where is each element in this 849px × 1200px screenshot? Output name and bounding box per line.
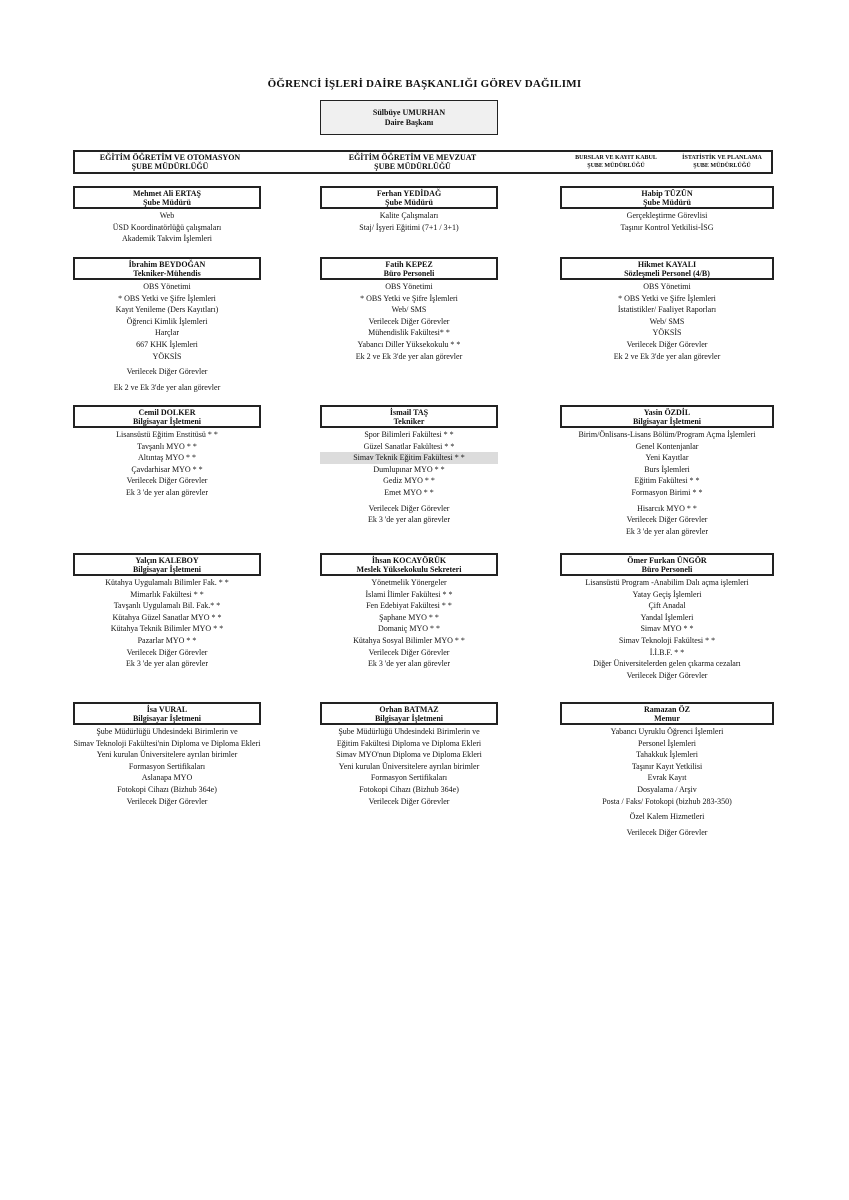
duty-item: Verilecek Diğer Görevler: [368, 316, 450, 326]
duty-item: Formasyon Birimi * *: [631, 487, 703, 497]
staff-name: Cemil DOLKER: [138, 407, 196, 417]
duty-item: Yatay Geçiş İşlemleri: [632, 589, 702, 599]
staff-box: [73, 186, 261, 209]
duty-item: Spor Bilimleri Fakültesi * *: [364, 430, 454, 439]
duty-item: Taşınır Kayıt Yetkilisi: [631, 761, 703, 771]
duty-item: Verilecek Diğer Görevler: [368, 647, 450, 657]
staff-role: Tekniker: [393, 416, 425, 426]
duty-list: [320, 281, 498, 362]
duty-item: Dumlupınar MYO * *: [373, 464, 445, 474]
duty-item: Kütahya Uygulamalı Bilimler Fak. * *: [105, 578, 229, 587]
duty-item: * OBS Yetki ve Şifre İşlemleri: [118, 293, 216, 303]
duty-item: Lisansüstü Program -Anabilim Dalı açma işlemleri: [585, 578, 749, 587]
duty-item: Formasyon Sertifikaları: [370, 773, 448, 783]
department-line-2: ŞUBE MÜDÜRLÜĞÜ: [374, 162, 451, 171]
department-education-automation: [75, 152, 265, 172]
duty-item: Fen Edebiyat Fakültesi * *: [366, 601, 452, 611]
staff-name: İsmail TAŞ: [389, 407, 429, 417]
department-statistics-planning: [671, 152, 773, 172]
duty-item: Emet MYO * *: [384, 487, 434, 497]
duty-item: Yönetmelik Yönergeler: [371, 578, 447, 587]
duty-item: Kütahya Güzel Sanatlar MYO * *: [112, 612, 222, 622]
duty-item: Verilecek Diğer Görevler: [126, 476, 208, 486]
duty-item: İ.İ.B.F. * *: [649, 647, 685, 657]
duty-item: ÜSD Koordinatörlüğü çalışmaları: [112, 222, 222, 232]
staff-box: [73, 553, 261, 576]
duty-item: Taşınır Kontrol Yetkilisi-İSG: [620, 222, 714, 232]
duty-item: Genel Kontenjanlar: [635, 441, 699, 451]
staff-name: Mehmet Ali ERTAŞ: [132, 188, 201, 198]
department-line-1: EĞİTİM ÖĞRETİM VE OTOMASYON: [99, 153, 241, 162]
staff-box: [320, 553, 498, 576]
duty-list: [320, 577, 498, 670]
duty-list: [320, 210, 498, 233]
duty-item: Şube Müdürlüğü Uhdesindeki Birimlerin ve: [96, 727, 238, 736]
duty-item: Fotokopi Cihazı (Bizhub 364e): [117, 784, 217, 794]
duty-item: Verilecek Diğer Görevler: [626, 670, 708, 680]
duty-item: Özel Kalem Hizmetleri: [629, 812, 705, 822]
duty-item: Evrak Kayıt: [647, 773, 687, 783]
staff-role: Şube Müdürü: [643, 197, 691, 207]
staff-name: Yasin ÖZDİL: [643, 407, 691, 417]
head-role: Daire Başkanı: [384, 117, 434, 127]
duty-item: Kütahya Sosyal Bilimler MYO * *: [353, 635, 465, 645]
duty-item: İslami İlimler Fakültesi * *: [365, 589, 453, 599]
staff-box: [320, 702, 498, 725]
staff-role: Sözleşmeli Personel (4/B): [624, 268, 710, 278]
duty-item: Simav MYO * *: [640, 624, 694, 634]
department-line-2: ŞUBE MÜDÜRLÜĞÜ: [131, 162, 209, 171]
duty-item: Tavşanlı MYO * *: [137, 441, 197, 451]
staff-box: [560, 405, 774, 428]
duty-item: Tavşanlı Uygulamalı Bil. Fak.* *: [113, 601, 221, 611]
staff-box: [560, 553, 774, 576]
duty-list: [560, 726, 774, 838]
duty-item: OBS Yönetimi: [385, 282, 433, 291]
staff-name: Yalçın KALEBOY: [135, 555, 199, 565]
duty-item: Formasyon Sertifikaları: [128, 761, 206, 771]
staff-name: Fatih KEPEZ: [385, 259, 433, 269]
staff-box: [560, 702, 774, 725]
duty-item: Şaphane MYO * *: [379, 612, 439, 622]
duty-item: Ek 2 ve Ek 3'de yer alan görevler: [355, 351, 463, 361]
duty-item: Gerçekleştirme Görevlisi: [626, 211, 708, 220]
duty-item: Web: [159, 211, 175, 220]
head-name: Sülbüye UMURHAN: [372, 107, 446, 117]
duty-item: Personel İşlemleri: [638, 738, 696, 748]
duty-item: Verilecek Diğer Görevler: [126, 796, 208, 806]
duty-item: Verilecek Diğer Görevler: [126, 367, 208, 377]
duty-list: [73, 210, 261, 245]
duty-item: Kalite Çalışmaları: [379, 211, 439, 220]
duty-item: Ek 2 ve Ek 3'de yer alan görevler: [113, 382, 221, 392]
duty-item: Simav Teknoloji Fakültesi * *: [618, 635, 716, 645]
duty-item: Staj/ İşyeri Eğitimi (7+1 / 3+1): [359, 222, 459, 232]
duty-item: Verilecek Diğer Görevler: [626, 339, 708, 349]
duty-list: [73, 281, 261, 393]
staff-role: Tekniker-Mühendis: [133, 268, 201, 278]
duty-item: Ek 3 'de yer alan görevler: [367, 659, 451, 669]
duty-list: [73, 429, 261, 499]
duty-item: Posta / Faks/ Fotokopi (bizhub 283-350): [602, 796, 732, 806]
duty-item: Yabancı Diller Yüksekokulu * *: [357, 339, 461, 349]
duty-item: İstatistikler/ Faaliyet Raporları: [617, 305, 717, 315]
duty-item: Altıntaş MYO * *: [138, 453, 196, 463]
duty-item: Burs İşlemleri: [644, 464, 690, 474]
duty-item: Harçlar: [155, 328, 179, 338]
duty-item: Diğer Üniversitelerden gelen çıkarma cezaları: [593, 659, 741, 669]
duty-item: Verilecek Diğer Görevler: [368, 796, 450, 806]
staff-role: Bilgisayar İşletmeni: [632, 416, 702, 426]
duty-list: [560, 577, 774, 681]
department-line-1: EĞİTİM ÖĞRETİM VE MEVZUAT: [348, 153, 477, 162]
duty-item: Yeni kurulan Üniversitelere ayrılan birimler: [338, 761, 480, 771]
duty-item: Ek 3 'de yer alan görevler: [125, 659, 209, 669]
staff-box: [73, 702, 261, 725]
staff-box: [320, 405, 498, 428]
duty-item: Mimarlık Fakültesi * *: [130, 589, 204, 599]
duty-item: Verilecek Diğer Görevler: [368, 503, 450, 513]
duty-item: Yabancı Uyruklu Öğrenci İşlemleri: [610, 727, 724, 736]
staff-name: Hikmet KAYALI: [637, 259, 697, 269]
duty-item: Pazarlar MYO * *: [137, 635, 197, 645]
duty-item: OBS Yönetimi: [143, 282, 191, 291]
staff-role: Büro Personeli: [383, 268, 435, 278]
duty-item-highlighted: Simav Teknik Eğitim Fakültesi * *: [320, 452, 498, 464]
staff-name: İhsan KOCAYÖRÜK: [371, 555, 447, 565]
staff-role: Bilgisayar İşletmeni: [132, 564, 202, 574]
staff-role: Meslek Yüksekokulu Sekreteri: [356, 564, 462, 574]
duty-item: Ek 2 ve Ek 3'de yer alan görevler: [613, 351, 721, 361]
staff-name: İsa VURAL: [146, 704, 188, 714]
staff-role: Bilgisayar İşletmeni: [132, 713, 202, 723]
staff-name: Habip TÜZÜN: [641, 188, 693, 198]
staff-name: İbrahim BEYDOĞAN: [128, 259, 206, 269]
duty-item: Simav Teknoloji Fakültesi'nin Diploma ve Diploma Ekleri: [73, 738, 261, 748]
duty-item: Kayıt Yenileme (Ders Kayıtları): [115, 305, 219, 315]
staff-box: [560, 186, 774, 209]
duty-item: Şube Müdürlüğü Uhdesindeki Birimlerin ve: [338, 727, 480, 736]
department-scholarships-admission: [561, 152, 671, 172]
duty-item: Verilecek Diğer Görevler: [626, 515, 708, 525]
duty-item: Ek 3 'de yer alan görevler: [625, 526, 709, 536]
staff-name: Orhan BATMAZ: [379, 704, 439, 714]
duty-item: Ek 3 'de yer alan görevler: [125, 487, 209, 497]
duty-list: [560, 210, 774, 233]
duty-item: * OBS Yetki ve Şifre İşlemleri: [618, 293, 716, 303]
department-band: [73, 150, 773, 174]
duty-list: [73, 726, 261, 807]
duty-item: Akademik Takvim İşlemleri: [122, 234, 212, 244]
duty-item: Öğrenci Kimlik İşlemleri: [126, 316, 208, 326]
duty-item: Çavdarhisar MYO * *: [131, 464, 203, 474]
duty-item: OBS Yönetimi: [643, 282, 691, 291]
department-line-1: BURSLAR VE KAYIT KABUL: [575, 155, 657, 161]
staff-box: [320, 186, 498, 209]
staff-box: [73, 405, 261, 428]
duty-item: Web/ SMS: [649, 316, 685, 326]
duty-item: Fotokopi Cihazı (Bizhub 364e): [359, 784, 459, 794]
department-line-1: İSTATİSTİK VE PLANLAMA: [682, 155, 762, 161]
duty-item: Birim/Önlisans-Lisans Bölüm/Program Açma İşlemleri: [578, 430, 756, 439]
duty-list: [560, 429, 774, 537]
duty-item: Tahakkuk İşlemleri: [636, 750, 698, 760]
duty-item: YÖKSİS: [152, 351, 182, 361]
duty-item: Verilecek Diğer Görevler: [126, 647, 208, 657]
duty-item: 667 KHK İşlemleri: [136, 339, 198, 349]
staff-name: Ferhan YEDİDAĞ: [376, 188, 442, 198]
duty-item: Güzel Sanatlar Fakültesi * *: [363, 441, 455, 451]
duty-item: YÖKSİS: [652, 328, 682, 338]
staff-name: Ömer Furkan ÜNGÖR: [627, 555, 707, 565]
duty-item: Web/ SMS: [391, 305, 427, 315]
duty-item: Eğitim Fakültesi Diploma ve Diploma Ekleri: [336, 738, 482, 748]
staff-box: [320, 257, 498, 280]
staff-role: Bilgisayar İşletmeni: [374, 713, 444, 723]
duty-list: [560, 281, 774, 362]
duty-list: [73, 577, 261, 670]
duty-item: Yeni kurulan Üniversitelere ayrılan birimler: [96, 750, 238, 760]
duty-item: Çift Anadal: [648, 601, 686, 611]
staff-box: [73, 257, 261, 280]
duty-item: Yeni Kayıtlar: [645, 453, 689, 463]
duty-item: Simav MYO'nun Diploma ve Diploma Ekleri: [336, 750, 482, 760]
duty-item: Domaniç MYO * *: [378, 624, 440, 634]
page-title: ÖĞRENCİ İŞLERİ DAİRE BAŞKANLIĞI GÖREV DAĞILIMI: [267, 78, 582, 90]
duty-list: [320, 429, 498, 526]
staff-box: [560, 257, 774, 280]
head-of-department-box: [320, 100, 498, 135]
department-line-2: ŞUBE MÜDÜRLÜĞÜ: [587, 163, 645, 169]
duty-item: Verilecek Diğer Görevler: [626, 827, 708, 837]
duty-item: Ek 3 'de yer alan görevler: [367, 515, 451, 525]
staff-role: Şube Müdürü: [385, 197, 433, 207]
duty-item: Kütahya Teknik Bilimler MYO * *: [110, 624, 224, 634]
staff-name: Ramazan ÖZ: [644, 704, 690, 714]
staff-role: Bilgisayar İşletmeni: [132, 416, 202, 426]
duty-item: Lisansüstü Eğitim Enstitüsü * *: [116, 430, 218, 439]
duty-item: Mühendislik Fakültesi* *: [368, 328, 450, 338]
department-line-2: ŞUBE MÜDÜRLÜĞÜ: [693, 163, 751, 169]
department-education-legislation: [320, 152, 505, 172]
staff-role: Büro Personeli: [641, 564, 693, 574]
duty-item: * OBS Yetki ve Şifre İşlemleri: [360, 293, 458, 303]
staff-role: Memur: [654, 713, 680, 723]
duty-item: Dosyalama / Arşiv: [637, 784, 697, 794]
duty-item: Hisarcık MYO * *: [637, 503, 697, 513]
duty-item: Gediz MYO * *: [383, 476, 435, 486]
staff-role: Şube Müdürü: [143, 197, 191, 207]
duty-list: [320, 726, 498, 807]
duty-item: Yandal İşlemleri: [640, 612, 694, 622]
duty-item: Eğitim Fakültesi * *: [634, 476, 700, 486]
duty-item: Aslanapa MYO: [141, 773, 193, 783]
